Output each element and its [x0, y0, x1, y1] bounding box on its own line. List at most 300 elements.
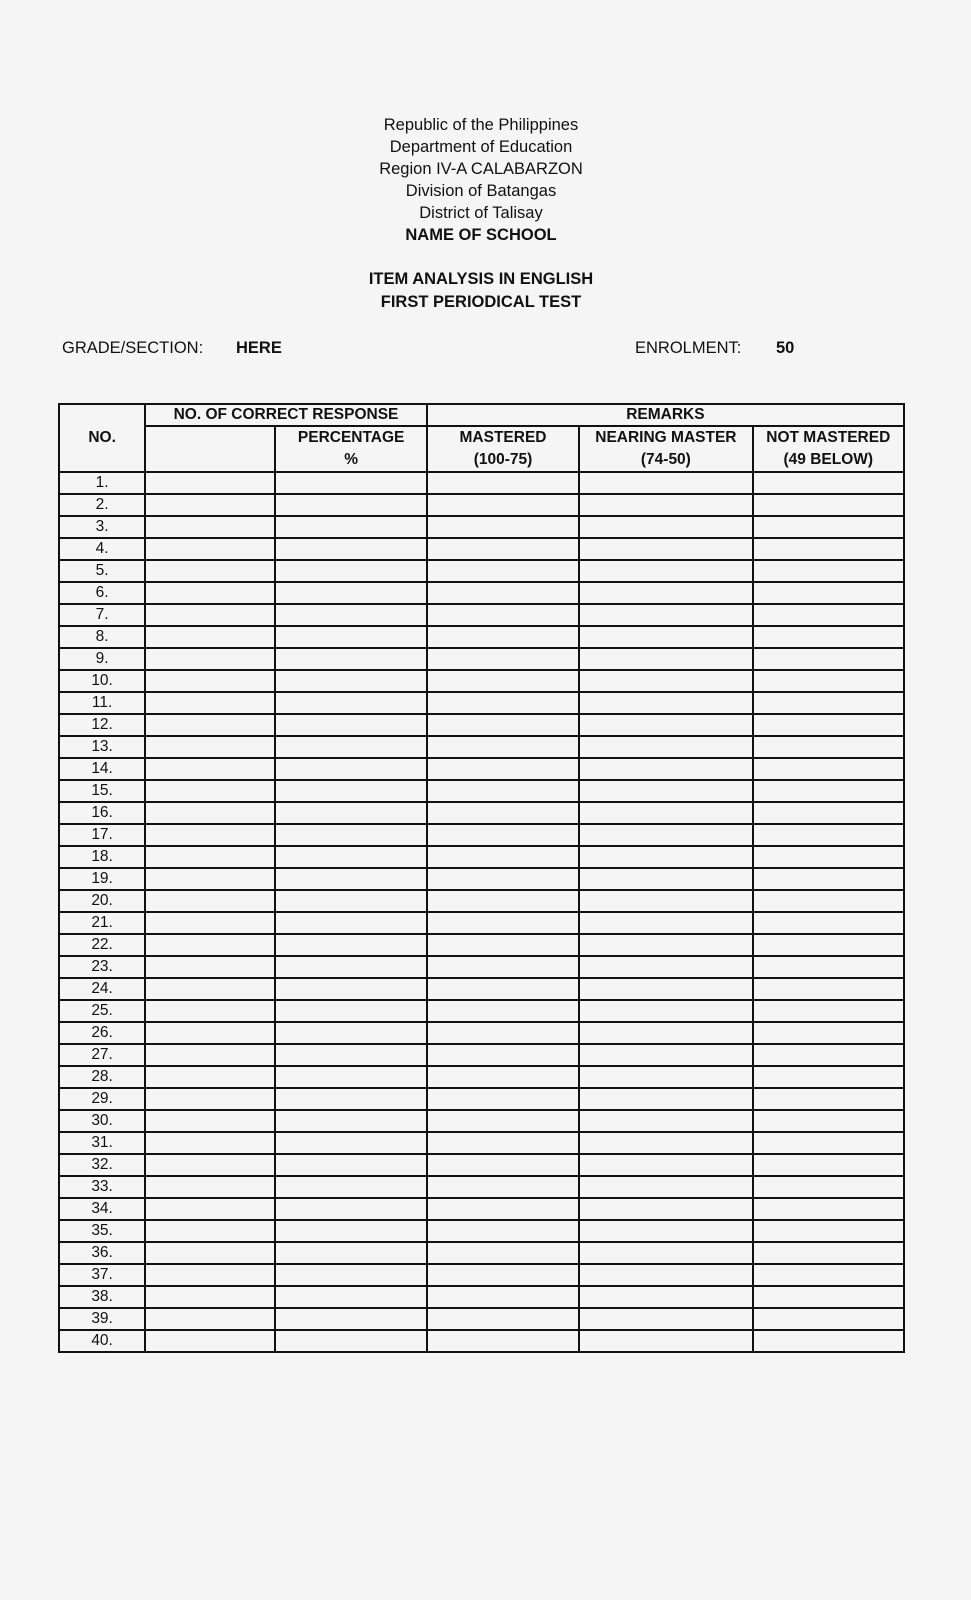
mastered-cell[interactable] [427, 1330, 579, 1352]
table-row [59, 582, 904, 604]
mastered-cell[interactable] [427, 1176, 579, 1198]
percentage-cell[interactable] [275, 560, 426, 582]
percentage-cell[interactable] [275, 824, 426, 846]
correct-count-cell[interactable] [145, 1286, 275, 1308]
table-row [59, 912, 904, 934]
not-mastered-cell[interactable] [753, 1264, 904, 1286]
correct-count-cell[interactable] [145, 1066, 275, 1088]
mastered-cell[interactable] [427, 1308, 579, 1330]
mastered-cell[interactable] [427, 1264, 579, 1286]
not-mastered-cell[interactable] [753, 1066, 904, 1088]
table-row [59, 494, 904, 516]
percentage-cell[interactable] [275, 1286, 426, 1308]
group-header-correct-response: NO. OF CORRECT RESPONSE [145, 404, 427, 426]
document-title [0, 268, 962, 314]
percentage-cell[interactable] [275, 516, 426, 538]
not-mastered-cell[interactable] [753, 824, 904, 846]
nearing-master-cell[interactable] [579, 604, 752, 626]
nearing-master-cell[interactable] [579, 1044, 752, 1066]
row-number: 5. [59, 560, 145, 582]
mastered-cell[interactable] [427, 692, 579, 714]
table-row [59, 780, 904, 802]
percentage-cell[interactable] [275, 1330, 426, 1352]
not-mastered-cell[interactable] [753, 978, 904, 1000]
correct-count-cell[interactable] [145, 802, 275, 824]
mastered-cell[interactable] [427, 494, 579, 516]
nearing-master-cell[interactable] [579, 1242, 752, 1264]
correct-count-cell[interactable] [145, 846, 275, 868]
grade-section-value: HERE [236, 339, 282, 357]
table-row [59, 560, 904, 582]
correct-count-cell[interactable] [145, 1088, 275, 1110]
not-mastered-cell[interactable] [753, 736, 904, 758]
table-row [59, 1242, 904, 1264]
row-number: 36. [59, 1242, 145, 1264]
nearing-master-cell[interactable] [579, 582, 752, 604]
nearing-master-cell[interactable] [579, 978, 752, 1000]
not-mastered-cell[interactable] [753, 670, 904, 692]
row-number: 29. [59, 1088, 145, 1110]
correct-count-cell[interactable] [145, 670, 275, 692]
nearing-master-cell[interactable] [579, 890, 752, 912]
not-mastered-cell[interactable] [753, 1220, 904, 1242]
nearing-master-cell[interactable] [579, 1176, 752, 1198]
row-number: 2. [59, 494, 145, 516]
row-number: 15. [59, 780, 145, 802]
not-mastered-cell[interactable] [753, 714, 904, 736]
percentage-cell[interactable] [275, 780, 426, 802]
percentage-cell[interactable] [275, 912, 426, 934]
percentage-cell[interactable] [275, 868, 426, 890]
table-row [59, 758, 904, 780]
nearing-master-cell[interactable] [579, 934, 752, 956]
percentage-cell[interactable] [275, 670, 426, 692]
correct-count-cell[interactable] [145, 912, 275, 934]
nearing-master-cell[interactable] [579, 1132, 752, 1154]
mastered-cell[interactable] [427, 516, 579, 538]
not-mastered-cell[interactable] [753, 1110, 904, 1132]
nearing-master-cell[interactable] [579, 868, 752, 890]
row-number: 19. [59, 868, 145, 890]
item-analysis-table [58, 403, 905, 1353]
correct-count-cell[interactable] [145, 868, 275, 890]
nearing-master-cell[interactable] [579, 802, 752, 824]
mastered-cell[interactable] [427, 714, 579, 736]
correct-count-cell[interactable] [145, 538, 275, 560]
not-mastered-cell[interactable] [753, 582, 904, 604]
row-number: 34. [59, 1198, 145, 1220]
mastered-cell[interactable] [427, 956, 579, 978]
percentage-cell[interactable] [275, 1088, 426, 1110]
percentage-cell[interactable] [275, 538, 426, 560]
table-row [59, 648, 904, 670]
row-number: 4. [59, 538, 145, 560]
mastered-cell[interactable] [427, 1066, 579, 1088]
correct-count-cell[interactable] [145, 1220, 275, 1242]
not-mastered-cell[interactable] [753, 1022, 904, 1044]
nearing-master-cell[interactable] [579, 736, 752, 758]
percentage-cell[interactable] [275, 494, 426, 516]
table-row [59, 1330, 904, 1352]
table-row [59, 1088, 904, 1110]
mastered-cell[interactable] [427, 1154, 579, 1176]
percentage-cell[interactable] [275, 472, 426, 494]
not-mastered-cell[interactable] [753, 1198, 904, 1220]
not-mastered-cell[interactable] [753, 1154, 904, 1176]
correct-count-cell[interactable] [145, 494, 275, 516]
column-header-mastered [427, 426, 579, 472]
nearing-master-cell[interactable] [579, 1066, 752, 1088]
nearing-master-cell[interactable] [579, 648, 752, 670]
row-number: 35. [59, 1220, 145, 1242]
grade-section [62, 337, 282, 359]
row-number: 28. [59, 1066, 145, 1088]
not-mastered-cell[interactable] [753, 560, 904, 582]
percentage-cell[interactable] [275, 604, 426, 626]
nearing-master-cell[interactable] [579, 1220, 752, 1242]
nearing-master-cell[interactable] [579, 472, 752, 494]
percentage-cell[interactable] [275, 1000, 426, 1022]
table-row [59, 1022, 904, 1044]
mastered-cell[interactable] [427, 1044, 579, 1066]
mastered-cell[interactable] [427, 1220, 579, 1242]
table-row [59, 1176, 904, 1198]
correct-count-cell[interactable] [145, 516, 275, 538]
correct-count-cell[interactable] [145, 1330, 275, 1352]
not-mastered-cell[interactable] [753, 648, 904, 670]
correct-count-cell[interactable] [145, 1242, 275, 1264]
table-row [59, 538, 904, 560]
row-number: 10. [59, 670, 145, 692]
percentage-cell[interactable] [275, 648, 426, 670]
mastered-cell[interactable] [427, 802, 579, 824]
table-row [59, 1110, 904, 1132]
correct-count-cell[interactable] [145, 692, 275, 714]
row-number: 1. [59, 472, 145, 494]
table-row [59, 1044, 904, 1066]
table-row [59, 1000, 904, 1022]
correct-count-cell[interactable] [145, 1132, 275, 1154]
not-mastered-cell[interactable] [753, 780, 904, 802]
correct-count-cell[interactable] [145, 956, 275, 978]
mastered-cell[interactable] [427, 1088, 579, 1110]
correct-count-cell[interactable] [145, 736, 275, 758]
mastered-cell[interactable] [427, 758, 579, 780]
nearing-master-cell[interactable] [579, 1022, 752, 1044]
nearing-master-cell[interactable] [579, 1330, 752, 1352]
nearing-master-cell[interactable] [579, 1000, 752, 1022]
mastered-cell[interactable] [427, 1132, 579, 1154]
table-row [59, 1286, 904, 1308]
nearing-master-cell[interactable] [579, 494, 752, 516]
row-number: 8. [59, 626, 145, 648]
mastered-cell[interactable] [427, 538, 579, 560]
correct-count-cell[interactable] [145, 978, 275, 1000]
enrolment-label: ENROLMENT: [635, 339, 742, 357]
correct-count-cell[interactable] [145, 560, 275, 582]
table-row [59, 846, 904, 868]
percentage-cell[interactable] [275, 1132, 426, 1154]
mastered-cell[interactable] [427, 824, 579, 846]
percentage-cell[interactable] [275, 1198, 426, 1220]
table-row [59, 692, 904, 714]
title-line-2: FIRST PERIODICAL TEST [380, 293, 582, 311]
table-row [59, 1066, 904, 1088]
mastered-cell[interactable] [427, 1110, 579, 1132]
mastered-cell[interactable] [427, 1000, 579, 1022]
percentage-symbol: % [344, 451, 359, 468]
row-number: 13. [59, 736, 145, 758]
header-line: Division of Batangas [405, 182, 557, 200]
correct-count-cell[interactable] [145, 1110, 275, 1132]
not-mastered-cell[interactable] [753, 934, 904, 956]
table-row [59, 824, 904, 846]
nearing-master-cell[interactable] [579, 1308, 752, 1330]
percentage-cell[interactable] [275, 1154, 426, 1176]
mastered-cell[interactable] [427, 670, 579, 692]
nearing-master-cell[interactable] [579, 714, 752, 736]
row-number: 37. [59, 1264, 145, 1286]
percentage-cell[interactable] [275, 1110, 426, 1132]
mastered-cell[interactable] [427, 1198, 579, 1220]
not-mastered-cell[interactable] [753, 1308, 904, 1330]
mastered-cell[interactable] [427, 1022, 579, 1044]
row-number: 3. [59, 516, 145, 538]
row-number: 33. [59, 1176, 145, 1198]
percentage-cell[interactable] [275, 802, 426, 824]
percentage-cell[interactable] [275, 1220, 426, 1242]
percentage-cell[interactable] [275, 890, 426, 912]
enrolment [635, 337, 795, 359]
percentage-cell[interactable] [275, 758, 426, 780]
table-row [59, 1220, 904, 1242]
correct-count-cell[interactable] [145, 1264, 275, 1286]
correct-count-cell[interactable] [145, 1044, 275, 1066]
not-mastered-cell[interactable] [753, 846, 904, 868]
not-mastered-cell[interactable] [753, 1088, 904, 1110]
percentage-cell[interactable] [275, 1264, 426, 1286]
not-mastered-cell[interactable] [753, 956, 904, 978]
table-row [59, 604, 904, 626]
not-mastered-label: NOT MASTERED [766, 429, 891, 446]
not-mastered-cell[interactable] [753, 1242, 904, 1264]
not-mastered-cell[interactable] [753, 516, 904, 538]
not-mastered-cell[interactable] [753, 1044, 904, 1066]
table-row [59, 472, 904, 494]
row-number: 20. [59, 890, 145, 912]
table-row [59, 890, 904, 912]
nearing-master-cell[interactable] [579, 670, 752, 692]
correct-count-cell[interactable] [145, 604, 275, 626]
percentage-cell[interactable] [275, 736, 426, 758]
table-row [59, 802, 904, 824]
table-row [59, 934, 904, 956]
percentage-cell[interactable] [275, 934, 426, 956]
percentage-cell[interactable] [275, 714, 426, 736]
table-row [59, 868, 904, 890]
mastered-cell[interactable] [427, 560, 579, 582]
not-mastered-cell[interactable] [753, 868, 904, 890]
table-row [59, 956, 904, 978]
table-row [59, 1132, 904, 1154]
column-header-no: NO. [59, 404, 145, 472]
table-row [59, 626, 904, 648]
correct-count-cell[interactable] [145, 1176, 275, 1198]
table-row [59, 736, 904, 758]
not-mastered-cell[interactable] [753, 1330, 904, 1352]
nearing-master-cell[interactable] [579, 560, 752, 582]
nearing-master-cell[interactable] [579, 516, 752, 538]
nearing-master-cell[interactable] [579, 1110, 752, 1132]
title-line-1: ITEM ANALYSIS IN ENGLISH [368, 270, 594, 288]
enrolment-value: 50 [776, 339, 795, 357]
mastered-cell[interactable] [427, 472, 579, 494]
row-number: 25. [59, 1000, 145, 1022]
not-mastered-cell[interactable] [753, 626, 904, 648]
row-number: 9. [59, 648, 145, 670]
correct-count-cell[interactable] [145, 1000, 275, 1022]
mastered-cell[interactable] [427, 978, 579, 1000]
mastered-cell[interactable] [427, 626, 579, 648]
mastered-cell[interactable] [427, 648, 579, 670]
group-header-remarks: REMARKS [427, 404, 904, 426]
school-name: NAME OF SCHOOL [405, 226, 557, 244]
mastered-cell[interactable] [427, 780, 579, 802]
percentage-cell[interactable] [275, 1242, 426, 1264]
mastered-cell[interactable] [427, 890, 579, 912]
column-header-correct-count [145, 426, 275, 472]
mastered-cell[interactable] [427, 934, 579, 956]
not-mastered-cell[interactable] [753, 1176, 904, 1198]
nearing-master-cell[interactable] [579, 1198, 752, 1220]
row-number: 6. [59, 582, 145, 604]
row-number: 12. [59, 714, 145, 736]
correct-count-cell[interactable] [145, 626, 275, 648]
row-number: 30. [59, 1110, 145, 1132]
percentage-cell[interactable] [275, 978, 426, 1000]
header-line: Department of Education [389, 138, 573, 156]
nearing-master-cell[interactable] [579, 1286, 752, 1308]
table-row [59, 1264, 904, 1286]
nearing-master-cell[interactable] [579, 692, 752, 714]
mastered-cell[interactable] [427, 868, 579, 890]
not-mastered-cell[interactable] [753, 494, 904, 516]
mastered-range: (100-75) [473, 451, 533, 468]
nearing-master-cell[interactable] [579, 626, 752, 648]
mastered-label: MASTERED [459, 429, 547, 446]
nearing-master-cell[interactable] [579, 1088, 752, 1110]
row-number: 11. [59, 692, 145, 714]
row-number: 31. [59, 1132, 145, 1154]
not-mastered-cell[interactable] [753, 604, 904, 626]
column-header-percentage [275, 426, 426, 472]
correct-count-cell[interactable] [145, 714, 275, 736]
document-header [0, 114, 962, 246]
column-header-nearing-master [579, 426, 752, 472]
mastered-cell[interactable] [427, 582, 579, 604]
grade-section-label: GRADE/SECTION: [62, 339, 204, 357]
correct-count-cell[interactable] [145, 824, 275, 846]
mastered-cell[interactable] [427, 1286, 579, 1308]
not-mastered-cell[interactable] [753, 1286, 904, 1308]
percentage-cell[interactable] [275, 1066, 426, 1088]
percentage-cell[interactable] [275, 626, 426, 648]
correct-count-cell[interactable] [145, 1198, 275, 1220]
correct-count-cell[interactable] [145, 758, 275, 780]
nearing-master-cell[interactable] [579, 846, 752, 868]
not-mastered-cell[interactable] [753, 890, 904, 912]
correct-count-cell[interactable] [145, 648, 275, 670]
percentage-cell[interactable] [275, 956, 426, 978]
row-number: 23. [59, 956, 145, 978]
row-number: 16. [59, 802, 145, 824]
mastered-cell[interactable] [427, 1242, 579, 1264]
not-mastered-cell[interactable] [753, 692, 904, 714]
nearing-master-cell[interactable] [579, 1154, 752, 1176]
not-mastered-cell[interactable] [753, 538, 904, 560]
nearing-master-cell[interactable] [579, 538, 752, 560]
row-number: 27. [59, 1044, 145, 1066]
correct-count-cell[interactable] [145, 780, 275, 802]
correct-count-cell[interactable] [145, 890, 275, 912]
correct-count-cell[interactable] [145, 1154, 275, 1176]
correct-count-cell[interactable] [145, 934, 275, 956]
row-number: 22. [59, 934, 145, 956]
nearing-master-cell[interactable] [579, 956, 752, 978]
correct-count-cell[interactable] [145, 582, 275, 604]
row-number: 14. [59, 758, 145, 780]
percentage-cell[interactable] [275, 846, 426, 868]
row-number: 40. [59, 1330, 145, 1352]
row-number: 21. [59, 912, 145, 934]
table-row [59, 714, 904, 736]
percentage-cell[interactable] [275, 582, 426, 604]
correct-count-cell[interactable] [145, 1308, 275, 1330]
correct-count-cell[interactable] [145, 1022, 275, 1044]
percentage-cell[interactable] [275, 1176, 426, 1198]
table-row [59, 978, 904, 1000]
not-mastered-cell[interactable] [753, 912, 904, 934]
percentage-cell[interactable] [275, 1022, 426, 1044]
not-mastered-cell[interactable] [753, 1000, 904, 1022]
row-number: 18. [59, 846, 145, 868]
percentage-cell[interactable] [275, 692, 426, 714]
nearing-master-range: (74-50) [640, 451, 691, 468]
not-mastered-cell[interactable] [753, 758, 904, 780]
correct-count-cell[interactable] [145, 472, 275, 494]
table-row [59, 1154, 904, 1176]
table-row [59, 1308, 904, 1330]
nearing-master-cell[interactable] [579, 912, 752, 934]
row-number: 24. [59, 978, 145, 1000]
not-mastered-cell[interactable] [753, 472, 904, 494]
mastered-cell[interactable] [427, 912, 579, 934]
nearing-master-cell[interactable] [579, 824, 752, 846]
table-row [59, 670, 904, 692]
not-mastered-cell[interactable] [753, 1132, 904, 1154]
nearing-master-cell[interactable] [579, 1264, 752, 1286]
nearing-master-label: NEARING MASTER [595, 429, 737, 446]
mastered-cell[interactable] [427, 604, 579, 626]
percentage-cell[interactable] [275, 1308, 426, 1330]
mastered-cell[interactable] [427, 736, 579, 758]
header-line: Region IV-A CALABARZON [379, 160, 583, 178]
percentage-cell[interactable] [275, 1044, 426, 1066]
nearing-master-cell[interactable] [579, 758, 752, 780]
mastered-cell[interactable] [427, 846, 579, 868]
nearing-master-cell[interactable] [579, 780, 752, 802]
not-mastered-cell[interactable] [753, 802, 904, 824]
